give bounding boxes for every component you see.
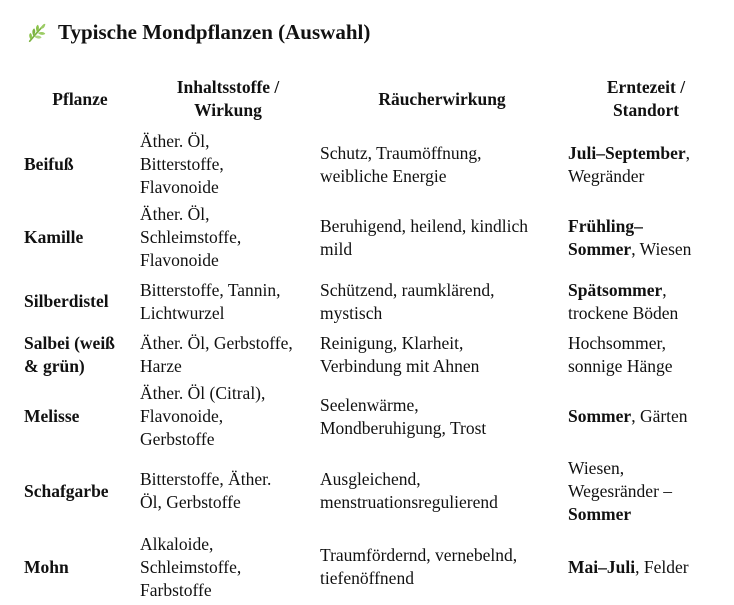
table-row — [22, 128, 726, 201]
ingredients-cell: Alkaloide, Schleimstoffe, Farbstoffe — [140, 533, 242, 600]
plant-name-cell: Schafgarbe — [24, 480, 109, 501]
table-header-row — [22, 70, 726, 128]
smoke-effect-cell: Schützend, raumklärend, mystisch — [320, 279, 495, 323]
ingredients-cell: Äther. Öl, Bitterstoffe, Flavonoide — [140, 131, 224, 197]
smoke-effect-cell: Ausgleichend, menstruationsregulierend — [320, 469, 498, 512]
moon-plants-table — [22, 70, 726, 605]
table-row — [22, 453, 726, 529]
plant-name-cell: Silberdistel — [24, 291, 109, 311]
harvest-cell: Mai–Juli, Felder — [568, 556, 689, 577]
harvest-cell: Spätsommer, trockene Böden — [568, 279, 679, 323]
table-row — [22, 329, 726, 380]
table-row — [22, 380, 726, 453]
title-row — [26, 20, 370, 45]
page-title: Typische Mondpflanzen (Auswahl) — [58, 20, 371, 44]
table-row — [22, 274, 726, 329]
ingredients-cell: Bitterstoffe, Tannin, Lichtwurzel — [140, 279, 281, 323]
header-smoke-effect: Räucherwirkung — [378, 88, 506, 109]
leaf-sprig-icon — [26, 22, 48, 44]
smoke-effect-cell: Reinigung, Klarheit, Verbindung mit Ahnen — [320, 332, 480, 376]
plant-name-cell: Melisse — [24, 406, 80, 426]
harvest-cell: Wiesen, Wegesränder – Sommer — [568, 457, 673, 524]
plant-name-cell: Beifuß — [24, 154, 74, 174]
plant-name-cell: Kamille — [24, 227, 84, 247]
header-plant: Pflanze — [52, 88, 108, 109]
plant-name-cell: Salbei (weiß & grün) — [24, 332, 115, 376]
header-ingredients: Inhaltsstoffe / Wirkung — [176, 77, 280, 120]
harvest-cell: Juli–September, Wegränder — [568, 142, 691, 186]
ingredients-cell: Äther. Öl, Schleimstoffe, Flavonoide — [140, 204, 242, 270]
smoke-effect-cell: Schutz, Traumöffnung, weibliche Energie — [320, 142, 482, 186]
ingredients-cell: Bitterstoffe, Äther. Öl, Gerbstoffe — [140, 469, 272, 512]
header-harvest-location: Erntezeit / Standort — [606, 77, 686, 120]
harvest-cell: Hochsommer, sonnige Hänge — [568, 332, 673, 376]
harvest-cell: Sommer, Gärten — [568, 406, 688, 426]
smoke-effect-cell: Traumfördernd, vernebelnd, tiefenöffnend — [320, 545, 518, 588]
table-row — [22, 529, 726, 605]
ingredients-cell: Äther. Öl (Citral), Flavonoide, Gerbstoffe — [140, 383, 266, 449]
smoke-effect-cell: Beruhigend, heilend, kindlich mild — [320, 215, 529, 259]
ingredients-cell: Äther. Öl, Gerbstoffe, Harze — [140, 332, 293, 376]
harvest-cell: Frühling– Sommer, Wiesen — [568, 215, 692, 259]
table-row — [22, 201, 726, 274]
smoke-effect-cell: Seelenwärme, Mondberuhigung, Trost — [320, 394, 487, 438]
plant-name-cell: Mohn — [24, 556, 69, 577]
